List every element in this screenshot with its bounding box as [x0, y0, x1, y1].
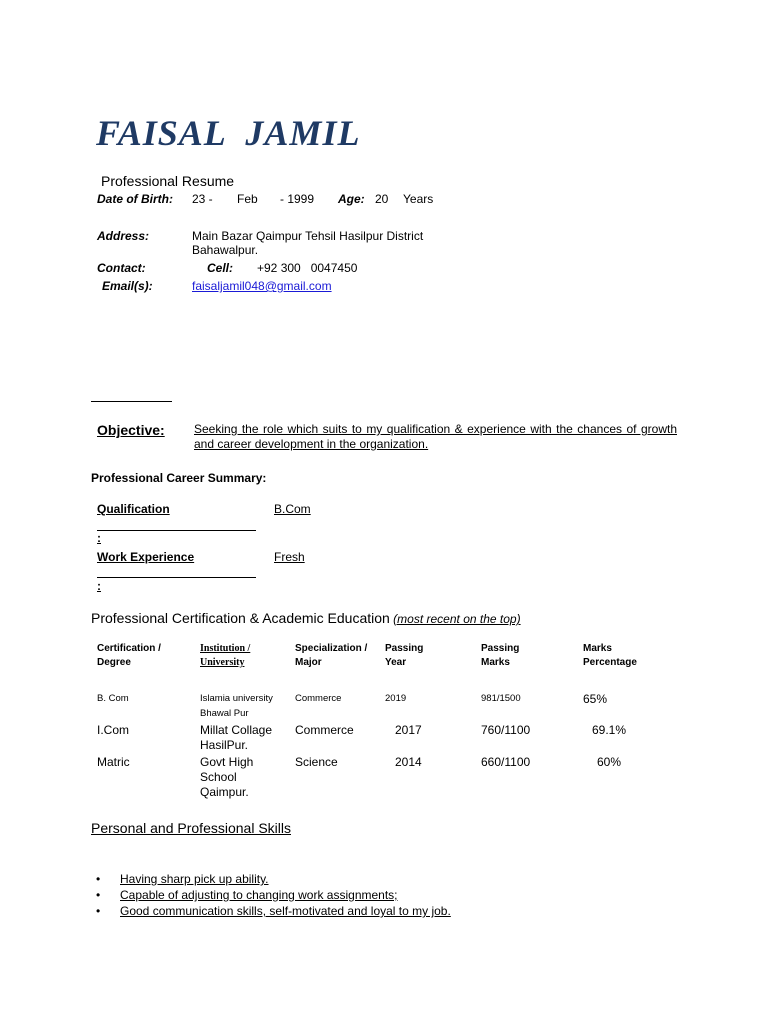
skills-list — [96, 871, 451, 919]
row-major: Commerce — [295, 723, 354, 737]
row-degree: Matric — [97, 755, 130, 769]
row-year: 2014 — [395, 755, 422, 769]
email-label: Email(s): — [102, 279, 153, 293]
career-summary-title: Professional Career Summary: — [91, 471, 267, 485]
dob-label: Date of Birth: — [97, 192, 173, 206]
row-percentage: 60% — [597, 755, 622, 769]
header-percentage: Marks Percentage — [583, 643, 637, 668]
address-label: Address: — [97, 229, 150, 243]
qualification-rule — [97, 530, 256, 531]
contact-label: Contact: — [97, 261, 146, 275]
divider-rule — [91, 401, 172, 402]
header-major: Specialization / Major — [295, 643, 368, 668]
list-item: • Having sharp pick up ability. — [96, 871, 451, 887]
row-percentage: 65% — [583, 692, 608, 706]
experience-rule — [97, 577, 256, 578]
header-degree: Certification / Degree — [97, 643, 161, 668]
experience-label: Work Experience — [97, 550, 195, 564]
address-line-1: Main Bazar Qaimpur Tehsil Hasilpur District — [192, 229, 424, 243]
cell-number: +92 300 0047450 — [257, 261, 358, 275]
list-item: • Capable of adjusting to changing work assignments; — [96, 887, 451, 903]
row-degree: I.Com — [97, 723, 130, 737]
row-institution: Millat Collage HasilPur. — [200, 723, 273, 752]
qualification-value: B.Com — [274, 502, 311, 516]
row-major: Science — [295, 755, 338, 769]
row-marks: 760/1100 — [481, 723, 531, 737]
education-title: Professional Certification & Academic Education — [91, 610, 390, 626]
age-value: 20 — [375, 192, 389, 206]
education-heading — [91, 610, 521, 626]
objective-label: Objective: — [97, 422, 165, 438]
row-marks: 660/1100 — [481, 755, 531, 769]
row-year: 2017 — [395, 723, 422, 737]
row-institution: Islamia university Bhawal Pur — [200, 693, 273, 719]
row-year: 2019 — [385, 693, 407, 704]
row-degree: B. Com — [97, 693, 129, 704]
header-institution: Institution / University — [200, 643, 251, 668]
email-link[interactable]: faisaljamil048@gmail.com — [192, 279, 332, 293]
row-marks: 981/1500 — [481, 693, 521, 704]
row-institution: Govt High School Qaimpur. — [200, 755, 254, 799]
age-label: Age: — [338, 192, 365, 206]
dob-day: 23 - — [192, 192, 213, 206]
list-item: • Good communication skills, self-motivated and loyal to my job. — [96, 903, 451, 919]
resume-title: Professional Resume — [101, 173, 235, 189]
header-year: Passing Year — [385, 643, 424, 668]
objective-text: Seeking the role which suits to my qualification & experience with the chances of growth and career development in the organization. — [194, 422, 677, 451]
dob-year: - 1999 — [280, 192, 315, 206]
row-percentage: 69.1% — [592, 723, 627, 737]
row-major: Commerce — [295, 693, 342, 704]
qualification-label: Qualification — [97, 502, 170, 516]
header-marks: Passing Marks — [481, 643, 520, 668]
cell-label: Cell: — [207, 261, 234, 275]
age-unit: Years — [403, 192, 434, 206]
education-note: (most recent on the top) — [393, 612, 521, 626]
skills-title: Personal and Professional Skills — [91, 820, 291, 836]
qualification-colon: : — [97, 531, 101, 545]
dob-month: Feb — [237, 192, 258, 206]
experience-value: Fresh — [274, 550, 305, 564]
experience-colon: : — [97, 579, 101, 593]
address-line-2: Bahawalpur. — [192, 243, 259, 257]
candidate-name: FAISAL JAMIL — [96, 113, 361, 153]
